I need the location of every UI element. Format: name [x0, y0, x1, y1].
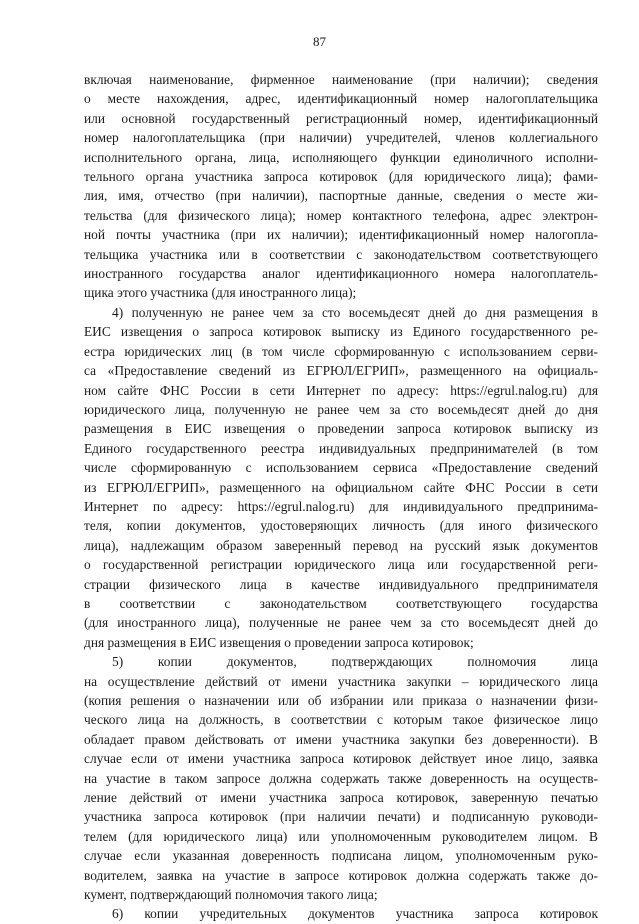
- text-line: са «Предоставление сведений из ЕГРЮЛ/ЕГРИП», размещенного на официаль-: [84, 363, 598, 379]
- text-line: естра юридических лиц (в том числе сформированную с использованием серви-: [84, 343, 598, 359]
- text-line: тельного органа участника запроса котировок (для юридического лица); фами-: [84, 169, 598, 185]
- text-line: ной почты участника (при их наличии); идентификационный номер налогопла-: [84, 227, 598, 243]
- text-line: участника запроса котировок (при наличии печати) и подписанную руководи-: [84, 809, 598, 825]
- text-line: (для иностранного лица), полученные не ранее чем за сто восемьдесят дней до: [84, 615, 598, 631]
- text-line: из ЕГРЮЛ/ЕГРИП», размещенного на официальном сайте ФНС России в сети: [84, 479, 598, 495]
- text-line: телем (для юридического лица) или уполномоченным руководителем лицом. В: [84, 828, 598, 844]
- text-line: кумент, подтверждающий полномочия такого лица;: [84, 887, 378, 903]
- text-line: или основной государственный регистрационный номер, идентификационный: [84, 110, 598, 126]
- page-number: 87: [313, 34, 326, 49]
- text-line: ЕИС извещения о запроса котировок выписку из Единого государственного ре-: [84, 324, 598, 340]
- text-line: тельства (для физического лица); номер контактного телефона, адрес электрон-: [84, 207, 598, 223]
- text-line: случае если указанная доверенность подписана лицом, уполномоченным руко-: [84, 848, 598, 864]
- text-line: ном сайте ФНС России в сети Интернет по адресу: https://egrul.nalog.ru) для: [84, 382, 598, 398]
- text-line: юридического лица, полученную не ранее чем за сто восемьдесят дней до дня: [84, 401, 598, 417]
- text-line: случае если от имени участника запроса котировок действует иное лицо, заявка: [84, 751, 598, 767]
- text-line: водителем, заявка на участие в запросе котировок должна содержать также до-: [84, 867, 598, 883]
- text-line: теля, копии документов, удостоверяющих личность (для иного физического: [84, 518, 598, 534]
- text-line: тельщика участника или в соответствии с законодательством соответствующего: [84, 246, 598, 262]
- paragraph-first-line: 5) копии документов, подтверждающих полномочия лица: [112, 654, 598, 670]
- text-line: номер налогоплательщика (при наличии) учредителей, членов коллегиального: [84, 130, 598, 146]
- text-line: исполнительного органа, лица, исполняющего функции единоличного исполни-: [84, 149, 598, 165]
- text-line: о месте нахождения, адрес, идентификационный номер налогоплательщика: [84, 91, 598, 107]
- paragraph-first-line: 4) полученную не ранее чем за сто восемьдесят дней до дня размещения в: [112, 304, 598, 320]
- text-line: на участие в таком запросе должна содержать также доверенность на осуществ-: [84, 770, 598, 786]
- text-line: Единого государственного реестра индивидуальных предпринимателей (в том: [84, 440, 598, 456]
- text-line: лица), надлежащим образом заверенный перевод на русский язык документов: [84, 537, 598, 553]
- text-line: в соответствии с законодательством соответствующего государства: [84, 595, 598, 611]
- text-line: о государственной регистрации юридического лица или государственной реги-: [84, 557, 598, 573]
- text-line: страции физического лица в качестве индивидуального предпринимателя: [84, 576, 598, 592]
- text-line: дня размещения в ЕИС извещения о проведении запроса котировок;: [84, 634, 474, 650]
- text-line: обладает правом действовать от имени участника закупки без доверенности). В: [84, 731, 598, 747]
- document-body: [84, 70, 598, 924]
- text-line: ление действий от имени участника запроса котировок, заверенную печатью: [84, 790, 598, 806]
- text-line: щика этого участника (для иностранного лица);: [84, 285, 357, 301]
- text-line: (копия решения о назначении или об избрании или приказа о назначении физи-: [84, 693, 598, 708]
- text-line: иностранного государства аналог идентификационного номера налогоплатель-: [84, 266, 598, 282]
- text-line: размещения в ЕИС извещения о проведении запроса котировок выписку из: [84, 421, 598, 437]
- text-line: лия, имя, отчество (при наличии), паспортные данные, сведения о месте жи-: [84, 188, 598, 204]
- paragraph-first-line: 6) копии учредительных документов участника запроса котировок: [112, 906, 598, 922]
- text-line: ческого лица на должность, в соответствии с которым такое физическое лицо: [84, 712, 598, 728]
- text-line: включая наименование, фирменное наименование (при наличии); сведения: [84, 72, 598, 87]
- text-line: на осуществление действий от имени участника закупки – юридического лица: [84, 673, 598, 689]
- text-line: Интернет по адресу: https://egrul.nalog.ru) для индивидуального предпринима-: [84, 498, 598, 514]
- text-line: числе сформированную с использованием сервиса «Предоставление сведений: [84, 460, 598, 476]
